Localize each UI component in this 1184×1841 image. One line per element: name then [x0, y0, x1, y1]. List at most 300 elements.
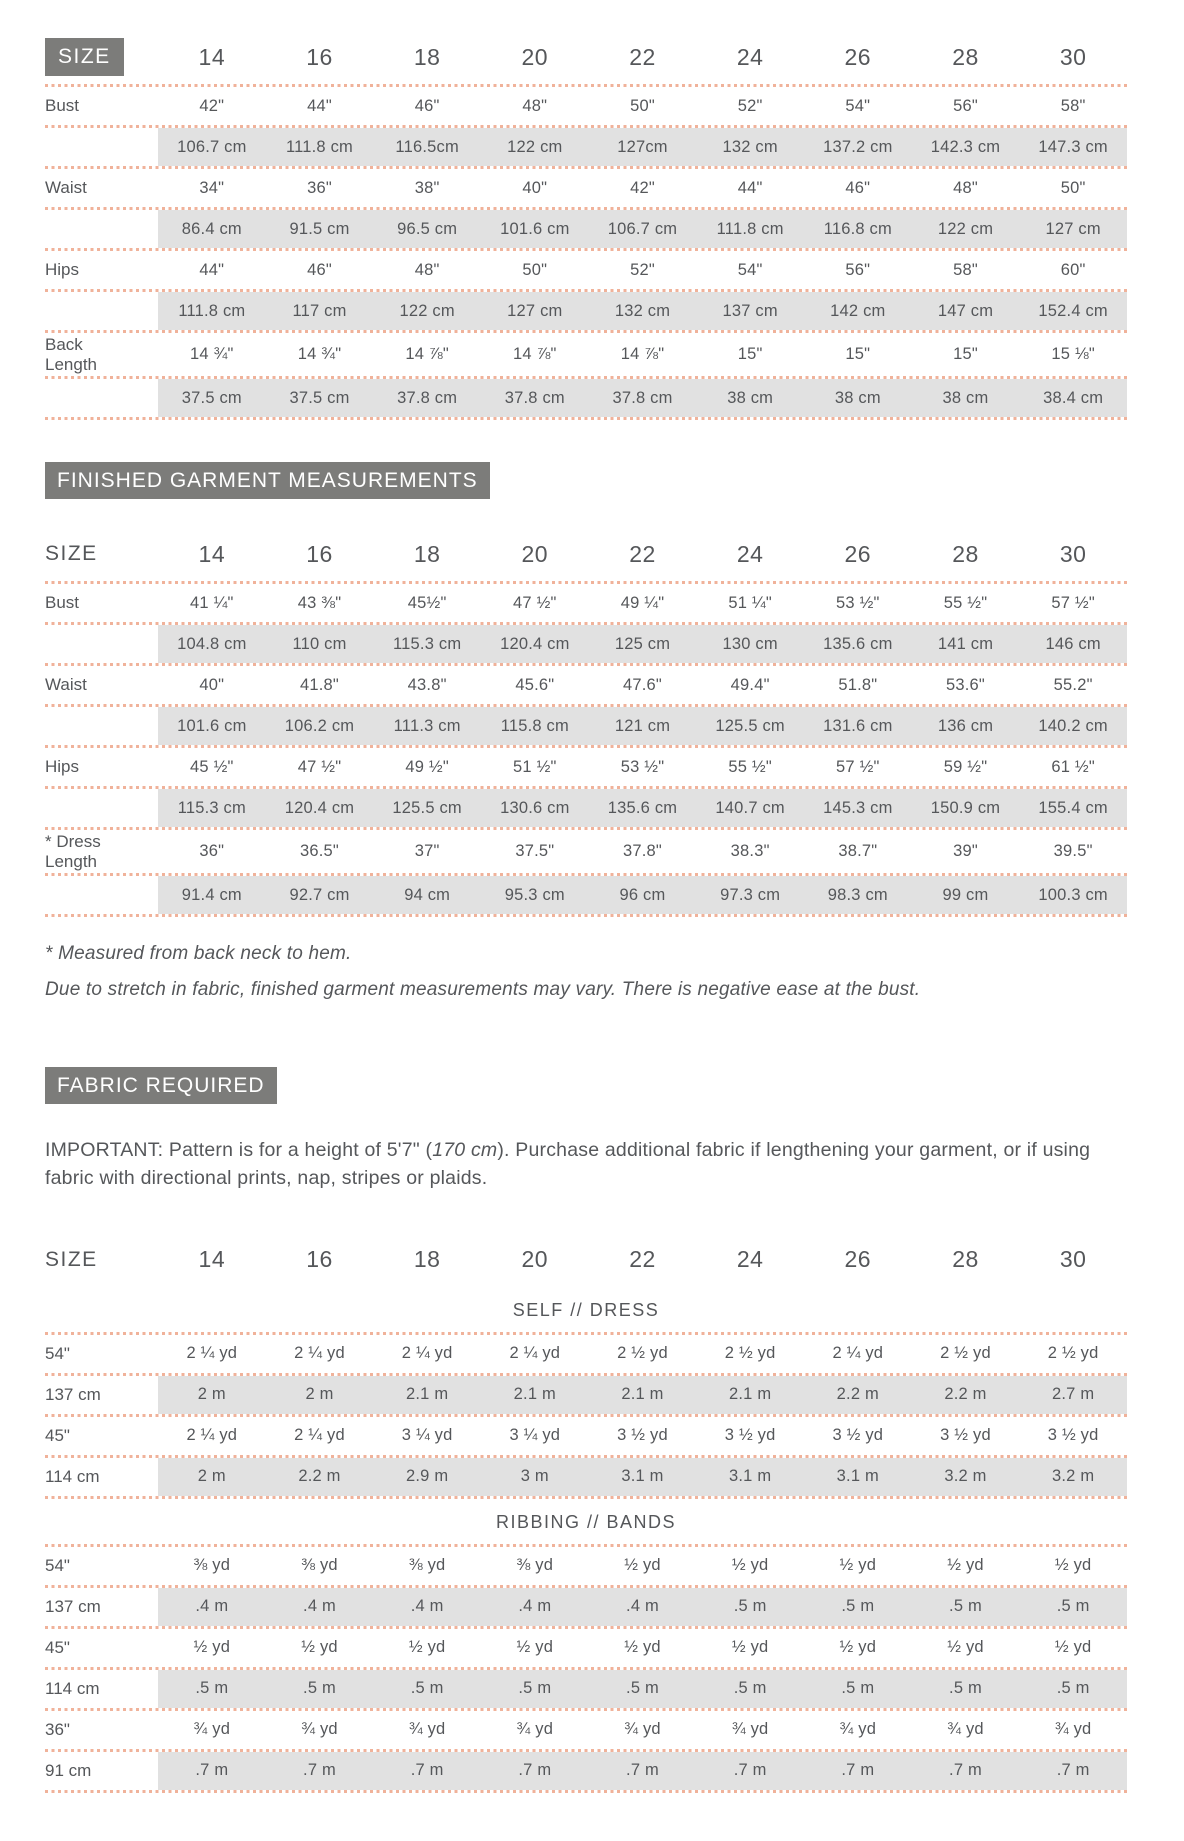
value-cell: .5 m [733, 1597, 767, 1616]
size-cell: 20 [521, 540, 549, 567]
value-cell: 142 cm [830, 301, 886, 320]
value-cell: 115.8 cm [500, 716, 569, 735]
value-cell: 132 cm [614, 301, 671, 320]
value-cell: ⅜ yd [193, 1556, 231, 1575]
size-label [45, 527, 137, 581]
row-label [45, 789, 137, 827]
value-cell: 58" [953, 260, 978, 279]
size-cell: 14 [198, 540, 226, 567]
value-cell: 100.3 cm [1038, 885, 1108, 904]
size-cell: 24 [736, 43, 764, 70]
metric-band [158, 707, 1127, 745]
table-row [45, 748, 1127, 786]
value-cell: 2 ¼ yd [832, 1344, 884, 1363]
value-cell: 40" [522, 178, 548, 197]
value-cell: ½ yd [624, 1638, 661, 1657]
size-cell: 24 [736, 1246, 764, 1273]
value-band [158, 1629, 1127, 1667]
table-row [45, 87, 1127, 125]
value-cell: 3 ½ yd [724, 1426, 776, 1445]
size-cell: 16 [306, 1246, 333, 1273]
value-cell: .4 m [303, 1597, 336, 1616]
metric-band [158, 1376, 1127, 1414]
value-cell: 3 ½ yd [1047, 1426, 1099, 1445]
size-cell: 20 [521, 1246, 549, 1273]
table-row [45, 707, 1127, 745]
value-band [158, 1417, 1127, 1455]
value-cell: 2 m [197, 1385, 226, 1404]
value-cell: 106.2 cm [284, 716, 355, 735]
value-cell: 127 cm [507, 301, 563, 320]
value-cell: 3.2 m [944, 1467, 987, 1486]
value-cell: 38 cm [942, 388, 989, 407]
value-cell: 120.4 cm [284, 798, 355, 817]
value-cell: 61 ½" [1051, 757, 1095, 776]
size-values [158, 527, 1127, 581]
value-cell: 3.1 m [729, 1467, 772, 1486]
value-cell: .4 m [410, 1597, 444, 1616]
value-cell: ½ yd [193, 1638, 231, 1657]
value-band [158, 1711, 1127, 1749]
value-band [158, 1547, 1127, 1585]
value-cell: 125.5 cm [715, 716, 785, 735]
value-cell: 15" [953, 345, 978, 364]
fabric-required-table [45, 1233, 1127, 1793]
value-cell: 2 ½ yd [617, 1344, 668, 1363]
value-cell: ¾ yd [516, 1720, 554, 1739]
value-cell: .5 m [303, 1679, 336, 1698]
metric-band [158, 210, 1127, 248]
value-cell: ¾ yd [408, 1720, 446, 1739]
row-label: 114 cm [45, 1678, 100, 1698]
value-cell: 120.4 cm [500, 634, 570, 653]
metric-band [158, 1670, 1127, 1708]
value-band [158, 748, 1127, 786]
value-cell: 3.1 m [621, 1467, 664, 1486]
value-cell: 92.7 cm [289, 885, 350, 904]
size-cell: 26 [844, 540, 872, 567]
value-cell: 2.1 m [729, 1385, 772, 1404]
value-cell: ½ yd [1054, 1638, 1092, 1657]
value-cell: 127cm [617, 137, 668, 156]
row-label [45, 379, 137, 417]
metric-band [158, 1752, 1127, 1790]
value-cell: 38.3" [730, 842, 770, 861]
value-cell: ½ yd [408, 1638, 446, 1657]
value-band [158, 251, 1127, 289]
size-cell: 14 [198, 43, 226, 70]
value-cell: 46" [307, 260, 332, 279]
value-cell: 125.5 cm [392, 798, 462, 817]
value-cell: 137 cm [722, 301, 778, 320]
value-cell: 2 m [197, 1467, 226, 1486]
value-cell: 96.5 cm [397, 219, 458, 238]
size-cell: 24 [736, 540, 764, 567]
row-label: 114 cm [45, 1466, 100, 1486]
table-row [45, 625, 1127, 663]
value-cell: 52" [630, 260, 655, 279]
row-label [45, 128, 137, 166]
row-label: 45" [45, 1637, 70, 1657]
value-cell: 41.8" [300, 675, 339, 694]
value-cell: 125 cm [614, 634, 671, 653]
value-cell: 49.4" [730, 675, 770, 694]
value-cell: 122 cm [507, 137, 563, 156]
row-label: Waist [45, 675, 87, 695]
size-cell: 26 [844, 43, 872, 70]
value-cell: 38.7" [838, 842, 878, 861]
size-cell: 16 [306, 43, 333, 70]
value-band [158, 87, 1127, 125]
row-label: Back Length [45, 335, 97, 374]
size-values [158, 30, 1127, 84]
value-cell: 37" [414, 842, 440, 861]
finished-garment-title-text: FINISHED GARMENT MEASUREMENTS [57, 469, 478, 493]
value-cell: .7 m [626, 1761, 659, 1780]
finished-garment-title [45, 462, 490, 499]
size-label-text: SIZE [45, 1247, 98, 1271]
value-cell: 122 cm [937, 219, 994, 238]
row-label: Bust [45, 96, 80, 116]
value-cell: 137.2 cm [823, 137, 893, 156]
metric-band [158, 789, 1127, 827]
value-cell: 48" [414, 260, 440, 279]
size-cell: 30 [1059, 1246, 1087, 1273]
value-cell: 44" [737, 178, 763, 197]
fabric-important-note [45, 1136, 1127, 1193]
size-cell: 26 [844, 1246, 872, 1273]
body-measurements-table [45, 30, 1127, 420]
size-cell: 22 [629, 1246, 656, 1273]
metric-band [158, 379, 1127, 417]
value-cell: .5 m [518, 1679, 552, 1698]
value-cell: 38 cm [727, 388, 774, 407]
value-cell: 3 ¼ yd [401, 1426, 453, 1445]
value-band [158, 333, 1127, 376]
value-cell: .7 m [1056, 1761, 1090, 1780]
table-row [45, 830, 1127, 873]
value-cell: 2.1 m [513, 1385, 556, 1404]
fabric-required-title [45, 1067, 277, 1104]
value-cell: 96 cm [619, 885, 666, 904]
value-cell: 140.7 cm [715, 798, 785, 817]
value-band [158, 1335, 1127, 1373]
row-label: 54" [45, 1343, 70, 1363]
value-cell: .5 m [1056, 1597, 1090, 1616]
table-row [45, 1588, 1127, 1626]
value-cell: 101.6 cm [177, 716, 247, 735]
value-cell: 36.5" [300, 842, 339, 861]
value-cell: 106.7 cm [607, 219, 678, 238]
row-label: Waist [45, 178, 87, 198]
value-cell: 56" [953, 96, 978, 115]
value-cell: 127 cm [1045, 219, 1101, 238]
value-cell: 55 ½" [943, 593, 988, 612]
footnote-stretch: Due to stretch in fabric, finished garment measurements may vary. There is negative ease at the bust. [45, 979, 921, 1001]
value-cell: .7 m [410, 1761, 444, 1780]
value-cell: 37.8 cm [397, 388, 458, 407]
value-cell: 47.6" [623, 675, 662, 694]
value-cell: 152.4 cm [1038, 301, 1108, 320]
value-cell: 37.8" [623, 842, 662, 861]
value-cell: 53 ½" [836, 593, 880, 612]
value-cell: .7 m [303, 1761, 336, 1780]
table-row [45, 210, 1127, 248]
value-cell: 136 cm [937, 716, 994, 735]
value-cell: ½ yd [947, 1638, 984, 1657]
value-cell: 111.3 cm [393, 716, 461, 735]
value-cell: 36" [199, 842, 225, 861]
value-cell: .5 m [949, 1597, 982, 1616]
table-row [45, 1335, 1127, 1373]
value-cell: ½ yd [947, 1556, 984, 1575]
row-label [45, 210, 137, 248]
value-cell: 91.4 cm [181, 885, 242, 904]
value-cell: 58" [1060, 96, 1086, 115]
value-cell: 46" [414, 96, 440, 115]
row-label: 54" [45, 1555, 70, 1575]
value-cell: 46" [845, 178, 871, 197]
value-cell: 47 ½" [297, 757, 342, 776]
value-cell: 50" [630, 96, 655, 115]
value-cell: .5 m [841, 1597, 875, 1616]
table-row [45, 128, 1127, 166]
value-cell: .5 m [733, 1679, 767, 1698]
value-cell: ¾ yd [839, 1720, 877, 1739]
value-cell: ⅜ yd [301, 1556, 338, 1575]
table-row [45, 169, 1127, 207]
value-cell: .5 m [195, 1679, 229, 1698]
row-label: 36" [45, 1719, 70, 1739]
value-cell: 50" [522, 260, 548, 279]
value-cell: 3 ½ yd [832, 1426, 884, 1445]
table-row [45, 1547, 1127, 1585]
value-cell: 48" [522, 96, 548, 115]
value-cell: 53.6" [946, 675, 985, 694]
value-cell: 132 cm [722, 137, 778, 156]
row-label: 91 cm [45, 1760, 92, 1780]
row-label [45, 707, 137, 745]
value-cell: 53 ½" [620, 757, 665, 776]
value-cell: 57 ½" [1051, 593, 1095, 612]
value-cell: 2.7 m [1052, 1385, 1095, 1404]
value-cell: ½ yd [624, 1556, 661, 1575]
table-row [45, 1711, 1127, 1749]
table-row [45, 379, 1127, 417]
row-label: Hips [45, 757, 80, 777]
value-cell: ½ yd [839, 1638, 877, 1657]
value-cell: 98.3 cm [827, 885, 888, 904]
table-row [45, 1458, 1127, 1496]
value-cell: 37.8 cm [504, 388, 565, 407]
value-cell: 115.3 cm [393, 634, 462, 653]
value-cell: ½ yd [839, 1556, 877, 1575]
metric-band [158, 128, 1127, 166]
value-cell: 38.4 cm [1043, 388, 1104, 407]
value-cell: 56" [845, 260, 871, 279]
value-cell: 130 cm [722, 634, 778, 653]
value-cell: .7 m [518, 1761, 552, 1780]
value-cell: .7 m [949, 1761, 982, 1780]
value-cell: 3.2 m [1052, 1467, 1095, 1486]
value-cell: 55 ½" [728, 757, 772, 776]
value-cell: 116.8 cm [823, 219, 892, 238]
value-cell: 3 m [520, 1467, 549, 1486]
value-cell: 42" [630, 178, 655, 197]
footnote-back-neck: * Measured from back neck to hem. [45, 943, 352, 965]
important-note-suffix: ). Purchase additional fabric if lengthening your garment, or if using fabric with directional prints, nap, stripes or plaids. [45, 1139, 1091, 1190]
value-cell: 135.6 cm [607, 798, 678, 817]
value-cell: 97.3 cm [720, 885, 781, 904]
value-cell: 2 ¼ yd [294, 1426, 345, 1445]
value-cell: ¾ yd [1054, 1720, 1092, 1739]
row-label: 137 cm [45, 1384, 101, 1404]
value-cell: 14 ⅞" [405, 345, 449, 364]
size-cell: 30 [1059, 43, 1087, 70]
finished-garment-table [45, 527, 1127, 917]
value-cell: 106.7 cm [177, 137, 247, 156]
value-cell: 37.5" [515, 842, 555, 861]
table-subheader: RIBBING // BANDS [495, 1511, 677, 1532]
table-subheader: SELF // DRESS [512, 1299, 660, 1320]
value-cell: 34" [199, 178, 225, 197]
table-row [45, 1670, 1127, 1708]
size-cell: 18 [413, 43, 441, 70]
value-cell: 2.9 m [406, 1467, 449, 1486]
value-cell: 38" [414, 178, 440, 197]
value-cell: .4 m [518, 1597, 552, 1616]
row-label: * Dress Length [45, 832, 101, 871]
dotted-divider [45, 914, 1127, 917]
value-cell: 48" [953, 178, 978, 197]
value-cell: 2 ¼ yd [509, 1344, 561, 1363]
value-cell: 54" [737, 260, 763, 279]
value-cell: 145.3 cm [823, 798, 893, 817]
value-cell: 49 ½" [405, 757, 449, 776]
dotted-divider [45, 417, 1127, 420]
size-cell: 18 [413, 540, 441, 567]
value-cell: .5 m [410, 1679, 444, 1698]
value-cell: 43.8" [407, 675, 447, 694]
value-band [158, 584, 1127, 622]
value-cell: .5 m [949, 1679, 982, 1698]
value-cell: .4 m [626, 1597, 659, 1616]
value-cell: 101.6 cm [500, 219, 570, 238]
table-row [45, 666, 1127, 704]
table-row [45, 292, 1127, 330]
size-cell: 30 [1059, 540, 1087, 567]
value-cell: 49 ¼" [620, 593, 665, 612]
value-cell: 111.8 cm [285, 137, 353, 156]
value-cell: 14 ¾" [297, 345, 342, 364]
table-row [45, 1376, 1127, 1414]
value-cell: .7 m [841, 1761, 875, 1780]
dotted-divider [45, 1790, 1127, 1793]
value-cell: 111.8 cm [716, 219, 784, 238]
value-cell: 55.2" [1053, 675, 1093, 694]
value-cell: 42" [199, 96, 225, 115]
size-cell: 14 [198, 1246, 226, 1273]
value-cell: .7 m [733, 1761, 767, 1780]
value-band [158, 169, 1127, 207]
value-cell: 95.3 cm [504, 885, 565, 904]
value-cell: 45 ½" [190, 757, 234, 776]
value-cell: ½ yd [301, 1638, 338, 1657]
value-cell: 150.9 cm [930, 798, 1001, 817]
value-cell: ¾ yd [624, 1720, 661, 1739]
value-cell: 45.6" [515, 675, 555, 694]
important-note-prefix: IMPORTANT: Pattern is for a height of 5'7" ( [45, 1139, 433, 1162]
value-cell: 43 ⅜" [297, 593, 342, 612]
row-label [45, 292, 137, 330]
value-band [158, 666, 1127, 704]
value-cell: 36" [307, 178, 332, 197]
row-label: 137 cm [45, 1596, 101, 1616]
value-cell: 45½" [407, 593, 447, 612]
row-label: Hips [45, 260, 80, 280]
value-cell: 2.1 m [621, 1385, 664, 1404]
table-row [45, 1752, 1127, 1790]
value-cell: 94 cm [404, 885, 451, 904]
size-header-row [45, 1233, 1127, 1287]
size-label-text: SIZE [45, 542, 98, 566]
table-row [45, 333, 1127, 376]
metric-band [158, 292, 1127, 330]
value-cell: 59 ½" [943, 757, 988, 776]
value-cell: .5 m [841, 1679, 875, 1698]
value-cell: 122 cm [399, 301, 455, 320]
value-cell: 15" [737, 345, 763, 364]
metric-band [158, 876, 1127, 914]
value-cell: 2 ½ yd [940, 1344, 991, 1363]
value-cell: 44" [307, 96, 332, 115]
size-header-row [45, 30, 1127, 84]
row-label [45, 876, 137, 914]
value-band [158, 830, 1127, 873]
value-cell: 51.8" [838, 675, 878, 694]
value-cell: 117 cm [292, 301, 347, 320]
metric-band [158, 1458, 1127, 1496]
table-row [45, 584, 1127, 622]
row-label: 45" [45, 1425, 70, 1445]
value-cell: 38 cm [834, 388, 881, 407]
value-cell: ½ yd [731, 1638, 769, 1657]
value-cell: 3 ½ yd [940, 1426, 991, 1445]
value-cell: 2 ½ yd [724, 1344, 776, 1363]
value-cell: 51 ¼" [728, 593, 772, 612]
size-label [45, 1233, 137, 1287]
size-cell: 28 [952, 43, 979, 70]
important-note-height-cm: 170 cm [432, 1139, 498, 1162]
value-cell: ½ yd [516, 1638, 554, 1657]
value-cell: ½ yd [1054, 1556, 1092, 1575]
row-label: Bust [45, 593, 80, 613]
value-cell: 37.8 cm [612, 388, 673, 407]
value-cell: 40" [199, 675, 225, 694]
value-cell: 3 ½ yd [617, 1426, 668, 1445]
value-cell: 15 ⅛" [1051, 345, 1095, 364]
value-cell: 142.3 cm [930, 137, 1001, 156]
fabric-required-title-text: FABRIC REQUIRED [57, 1074, 265, 1098]
value-cell: 52" [737, 96, 763, 115]
metric-band [158, 1588, 1127, 1626]
value-cell: 37.5 cm [289, 388, 350, 407]
value-cell: 3.1 m [836, 1467, 879, 1486]
value-cell: 2 ¼ yd [186, 1426, 238, 1445]
table-row [45, 1417, 1127, 1455]
value-cell: 147.3 cm [1038, 137, 1108, 156]
table-row [45, 789, 1127, 827]
